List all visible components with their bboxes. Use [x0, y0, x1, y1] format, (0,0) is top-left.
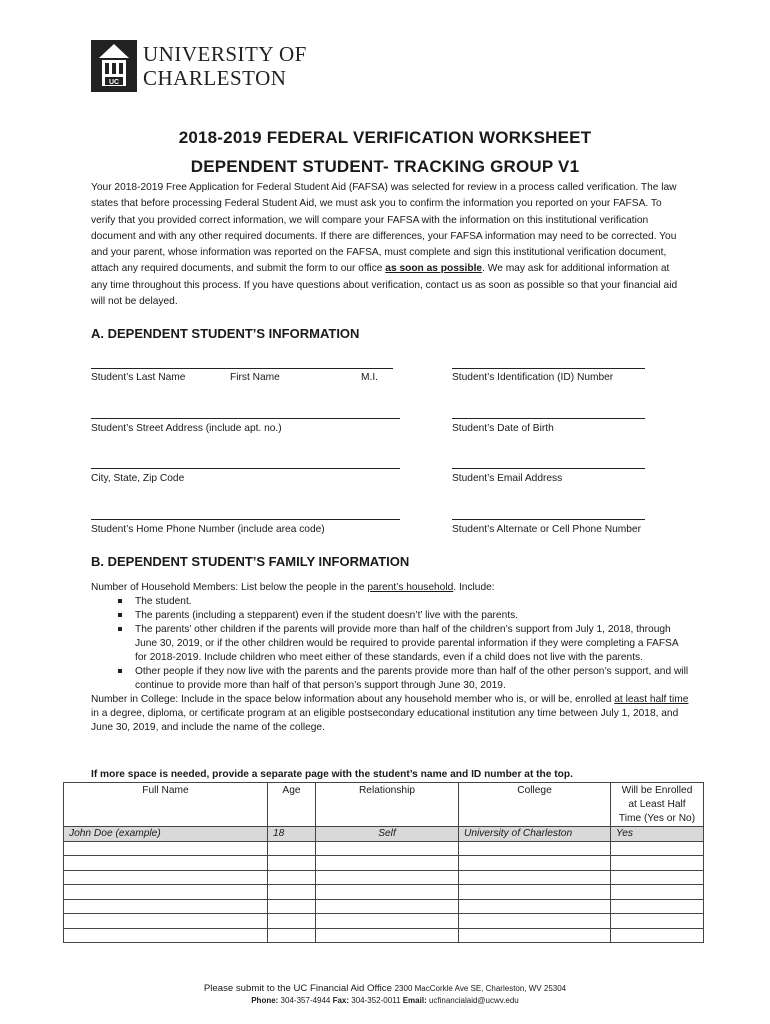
- table-cell[interactable]: [316, 885, 459, 900]
- example-enrolled: Yes: [611, 827, 704, 842]
- section-b-heading: B. DEPENDENT STUDENT’S FAMILY INFORMATION: [91, 554, 410, 569]
- university-logo: [91, 40, 307, 92]
- table-cell[interactable]: [64, 914, 268, 929]
- last-name-label: Student’s Last Name: [91, 372, 186, 383]
- table-cell[interactable]: [316, 914, 459, 929]
- footer-contact: Phone: 304-357-4944 Fax: 304-352-0011 Email: ucfinancialaid@ucwv.edu: [251, 996, 519, 1005]
- household-table: [63, 782, 704, 943]
- intro-paragraph: Your 2018-2019 Free Application for Federal Student Aid (FAFSA) was selected for review in a process called verification. The law states that before processing Federal Student Aid, we must ask you to confirm the information you reported on your FAFSA. To verify that you provided correct information, we will compare your FAFSA with the information on this institutional verification document and with any other required documents. If there are differences, your FAFSA information may need to be corrected. You and your parent, whose information was reported on the FAFSA, must complete and sign this institutional verification document, attach any required documents, and submit the form to our office as soon as possible. We may ask for additional information at any time throughout this process. If you have questions about verification, contact us as soon as possible so that your financial aid will not be delayed.: [91, 182, 678, 308]
- list-item: The parents (including a stepparent) even if the student doesn’t’ live with the parents.: [135, 609, 691, 623]
- name-field-line[interactable]: [91, 368, 393, 369]
- student-id-label: Student’s Identification (ID) Number: [452, 372, 614, 383]
- logo-line-2: CHARLESTON: [143, 66, 287, 90]
- table-cell[interactable]: [268, 899, 316, 914]
- university-seal-icon: [91, 40, 137, 92]
- table-row: [64, 928, 704, 943]
- asap-emphasis: as soon as possible: [385, 263, 483, 275]
- table-cell[interactable]: [268, 914, 316, 929]
- logo-line-1: UNIVERSITY OF: [143, 42, 307, 66]
- example-age: 18: [268, 827, 316, 842]
- family-instructions: Number of Household Members: List below the people in the parent’s household. Include: The student. The parents (including a stepparent) even if the student doesn’t’ live with the parents. The parents’ other children if the parents will provide more than half of the children’s support from July 1, 2018, through June 30, 2019, or if the other children would be required to provide parental information if they were completing a FAFSA for 2018-2019. Include children who meet either of these standards, even if a child does not live with the parents. Other people if they now live with the parents and the parents provide more than half of the other person’s support, and will continue to provide more than half of that person’s support through June 30, 2019. Number in College: Include in the space below information about any household member who is, or will be, enrolled at least half time in a degree, diploma, or certificate program at an eligible postsecondary educational institution any time between July 1, 2018, and June 30, 2019, and include the name of the college.: [91, 581, 691, 735]
- page-subtitle: DEPENDENT STUDENT- TRACKING GROUP V1: [190, 157, 580, 176]
- table-cell[interactable]: [611, 870, 704, 885]
- page-title: 2018-2019 FEDERAL VERIFICATION WORKSHEET: [178, 128, 592, 147]
- example-full-name: John Doe (example): [64, 827, 268, 842]
- table-cell[interactable]: [316, 841, 459, 856]
- table-cell[interactable]: [64, 899, 268, 914]
- table-cell[interactable]: [611, 885, 704, 900]
- table-cell[interactable]: [459, 899, 611, 914]
- table-row: [64, 856, 704, 871]
- table-row: [64, 841, 704, 856]
- table-cell[interactable]: [316, 856, 459, 871]
- footer-phone: 304-357-4944: [278, 996, 333, 1005]
- example-row: [64, 827, 704, 842]
- student-id-field-line[interactable]: [452, 368, 645, 369]
- table-cell[interactable]: [611, 899, 704, 914]
- table-cell[interactable]: [316, 899, 459, 914]
- table-cell[interactable]: [268, 885, 316, 900]
- footer-submit: Please submit to the UC Financial Aid Office 2300 MacCorkle Ave SE, Charleston, WV 25304: [203, 983, 567, 994]
- header-full-name: Full Name: [64, 783, 268, 827]
- table-cell[interactable]: [316, 870, 459, 885]
- parents-household-term: parent’s household: [367, 582, 454, 593]
- section-a-heading: A. DEPENDENT STUDENT’S INFORMATION: [91, 326, 360, 341]
- header-enrolled: Will be Enrolled at Least Half Time (Yes or No): [611, 783, 704, 827]
- table-cell[interactable]: [611, 856, 704, 871]
- cell-phone-field-line[interactable]: [452, 519, 645, 520]
- footer-fax: 304-352-0011: [349, 996, 403, 1005]
- dob-label: Student’s Date of Birth: [452, 423, 554, 434]
- table-cell[interactable]: [268, 928, 316, 943]
- list-item: The parents’ other children if the parents will provide more than half of the children’s support from July 1, 2018, through June 30, 2019, or if the other children would be required to provide parental information if they were completing a FAFSA for 2018-2019. Include children who meet either of these standards, even if a child does not live with the parents.: [135, 623, 691, 665]
- list-item: Other people if they now live with the parents and the parents provide more than half of the other person’s support, and will continue to provide more than half of that person’s support through June 30, 2019.: [135, 665, 691, 693]
- table-cell[interactable]: [64, 885, 268, 900]
- footer-address: 2300 MacCorkle Ave SE, Charleston, WV 25304: [394, 984, 567, 993]
- table-cell[interactable]: [268, 856, 316, 871]
- table-header-row: [64, 783, 704, 827]
- table-cell[interactable]: [64, 841, 268, 856]
- street-field-line[interactable]: [91, 418, 400, 419]
- table-cell[interactable]: [459, 870, 611, 885]
- half-time-term: at least half time: [614, 694, 689, 705]
- first-name-label: First Name: [230, 372, 280, 383]
- table-cell[interactable]: [64, 928, 268, 943]
- svg-text:UC: UC: [108, 79, 120, 86]
- table-cell[interactable]: [611, 841, 704, 856]
- table-cell[interactable]: [64, 856, 268, 871]
- home-phone-label: Student’s Home Phone Number (include area code): [91, 524, 325, 535]
- household-bullet-list: [91, 595, 691, 693]
- table-cell[interactable]: [611, 914, 704, 929]
- header-college: College: [459, 783, 611, 827]
- header-age: Age: [268, 783, 316, 827]
- table-cell[interactable]: [459, 885, 611, 900]
- cell-phone-label: Student’s Alternate or Cell Phone Number: [452, 524, 641, 535]
- footer-email: ucfinancialaid@ucwv.edu: [426, 996, 519, 1005]
- table-cell[interactable]: [459, 856, 611, 871]
- table-row: [64, 914, 704, 929]
- email-label: Student’s Email Address: [452, 473, 563, 484]
- list-item: The student.: [135, 595, 691, 609]
- example-relationship: Self: [316, 827, 459, 842]
- email-field-line[interactable]: [452, 468, 645, 469]
- blank-rows: [64, 841, 704, 943]
- home-phone-field-line[interactable]: [91, 519, 400, 520]
- table-cell[interactable]: [268, 841, 316, 856]
- city-field-line[interactable]: [91, 468, 400, 469]
- table-cell[interactable]: [459, 914, 611, 929]
- city-label: City, State, Zip Code: [91, 473, 185, 484]
- dob-field-line[interactable]: [452, 418, 645, 419]
- table-cell[interactable]: [611, 928, 704, 943]
- table-cell[interactable]: [459, 841, 611, 856]
- header-relationship: Relationship: [316, 783, 459, 827]
- table-row: [64, 899, 704, 914]
- example-college: University of Charleston: [459, 827, 611, 842]
- more-space-note: If more space is needed, provide a separate page with the student’s name and ID number at the top.: [91, 769, 573, 780]
- table-cell[interactable]: [316, 928, 459, 943]
- table-cell[interactable]: [268, 870, 316, 885]
- table-row: [64, 885, 704, 900]
- mi-label: M.I.: [361, 372, 378, 383]
- street-label: Student’s Street Address (include apt. no.): [91, 423, 282, 434]
- table-cell[interactable]: [459, 928, 611, 943]
- table-row: [64, 870, 704, 885]
- table-cell[interactable]: [64, 870, 268, 885]
